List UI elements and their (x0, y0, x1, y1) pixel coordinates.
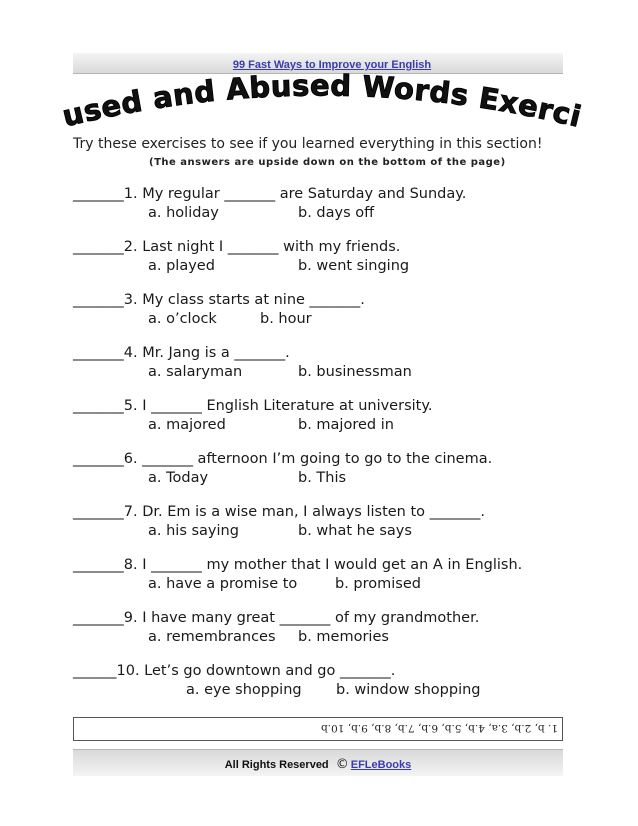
question-6-option-a[interactable]: a. Today (148, 470, 209, 486)
question-5: _______5. I _______ English Literature at university. (73, 398, 433, 414)
question-7: _______7. Dr. Em is a wise man, I always listen to _______. (73, 504, 486, 520)
copyright-icon: © (335, 757, 349, 772)
question-8-option-b[interactable]: b. promised (335, 576, 421, 592)
question-9-option-b[interactable]: b. memories (298, 629, 389, 645)
answer-note: (The answers are upside down on the bottom of the page) (149, 157, 506, 168)
intro-text: Try these exercises to see if you learned everything in this section! (73, 136, 543, 152)
question-6-option-b[interactable]: b. This (298, 470, 347, 486)
question-5-option-a[interactable]: a. majored (148, 417, 226, 433)
question-1: _______1. My regular _______ are Saturday and Sunday. (73, 186, 467, 202)
question-9: _______9. I have many great _______ of my grandmother. (73, 610, 480, 626)
question-10-option-a[interactable]: a. eye shopping (186, 682, 302, 698)
question-9-option-a[interactable]: a. remembrances (148, 629, 276, 645)
question-2-option-b[interactable]: b. went singing (298, 258, 410, 274)
question-4: _______4. Mr. Jang is a _______. (73, 345, 290, 361)
question-1-option-b[interactable]: b. days off (298, 205, 375, 221)
question-7-option-a[interactable]: a. his saying (148, 523, 239, 539)
question-3: _______3. My class starts at nine _______. (73, 292, 365, 308)
footer-rights: All Rights Reserved (224, 759, 329, 771)
answer-key-upside-down: 1. b, 2.b, 3.a, 4.b, 5.b, 6.b, 7.b, 8.b, 9.b, 10.b (320, 722, 558, 734)
question-10-option-b[interactable]: b. window shopping (336, 682, 481, 698)
question-10: ______10. Let’s go downtown and go _______. (73, 663, 396, 679)
footer-bar (73, 749, 563, 776)
question-6: _______6. _______ afternoon I’m going to go to the cinema. (73, 451, 493, 467)
question-5-option-b[interactable]: b. majored in (298, 417, 394, 433)
question-2-option-a[interactable]: a. played (148, 258, 215, 274)
footer-brand-link[interactable]: EFLeBooks (350, 759, 412, 771)
question-8-option-a[interactable]: a. have a promise to (148, 576, 298, 592)
question-7-option-b[interactable]: b. what he says (298, 523, 412, 539)
answer-key-box (73, 717, 563, 741)
page-title-text: Misused and Abused Words Exercises (35, 43, 585, 134)
question-3-option-b[interactable]: b. hour (260, 311, 312, 327)
question-2: _______2. Last night I _______ with my friends. (73, 239, 401, 255)
question-8: _______8. I _______ my mother that I would get an A in English. (73, 557, 523, 573)
question-1-option-a[interactable]: a. holiday (148, 205, 219, 221)
question-4-option-a[interactable]: a. salaryman (148, 364, 243, 380)
header-link[interactable]: 99 Fast Ways to Improve your English (232, 59, 432, 71)
question-4-option-b[interactable]: b. businessman (298, 364, 412, 380)
question-3-option-a[interactable]: a. o’clock (148, 311, 217, 327)
